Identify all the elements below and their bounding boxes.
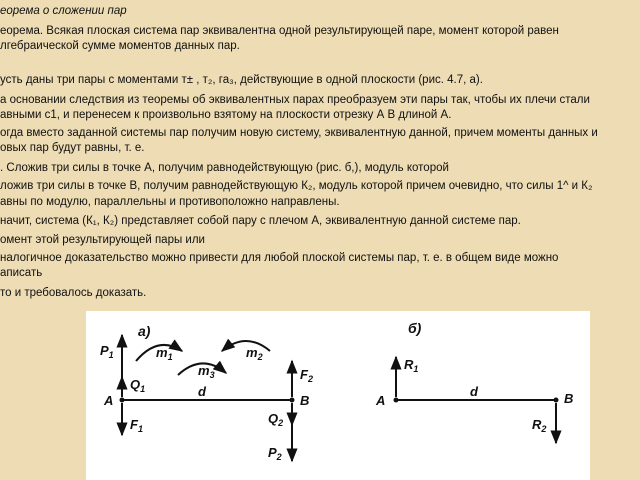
panel-a-label: а) [138,323,151,339]
label-b: B [300,393,310,408]
label-q2: $Q_2$ [268,411,284,428]
point-a-b [394,398,399,403]
text-line: усть даны три пары с моментами т± , т₂, га₃, действующие в одной плоскости (рис. 4.7, а). [0,74,483,86]
panel-a [100,323,313,462]
label-m2: $m_2$ [246,345,263,362]
label-m1: $m_1$ [156,345,173,362]
point-b [290,398,295,403]
label-a: A [104,393,114,408]
text-line: огда вместо заданной системы пар получим новую систему, эквивалентную данной, причем моменты данных и [0,127,598,139]
label-a-b: A [376,393,386,408]
text-line: ложив три силы в точке В, получим равнодействующую К₂, модуль которой причем очевидно, что силы 1^ и К₂ [0,180,593,192]
text-line: . Сложив три силы в точке А, получим равнодействующую (рис. б,), модуль которой [0,162,449,174]
text-line: лгебраической сумме моментов данных пар. [0,40,240,52]
text-line-theorem: еорема. Всякая плоская система пар эквивалентна одной результирующей паре, момент которой равен [0,25,559,37]
text-line: аписать [0,267,43,279]
label-p2: $P_2$ [268,445,282,462]
label-b-b: B [564,391,574,406]
label-q1: $Q_1$ [130,377,146,394]
panel-b-label: б) [408,320,422,336]
text-line: то и требовалось доказать. [0,287,147,299]
label-d: d [198,384,206,399]
text-line: начит, система (К₁, К₂) представляет собой пару с плечом А, эквивалентную данной системе пар. [0,215,521,227]
text-line: авны по модулю, параллельны и противоположно направлены. [0,196,340,208]
label-d-b: d [470,384,478,399]
label-f2: $F_2$ [300,367,313,384]
text-line-title: еорема о сложении пар [0,5,127,17]
point-b-b [554,398,559,403]
panel-b [375,320,573,443]
label-p1: $P_1$ [100,343,114,360]
label-f1: $F_1$ [130,417,143,434]
text-line: омент этой результирующей пары или [0,234,205,246]
label-r1: $R_1$ [404,357,419,374]
text-line: а основании следствия из теоремы об эквивалентных парах преобразуем эти пары так, чтобы их плечи стали [0,94,590,106]
figure-diagram [86,311,590,480]
text-line: овых пар будут равны, т. е. [0,142,145,154]
label-m3: $m_3$ [198,363,215,380]
label-r2: $R_2$ [532,417,547,434]
text-line: авными с1, и перенесем к произвольно взятому на плоскости отрезку А В длиной А. [0,109,452,121]
text-line: налогичное доказательство можно привести для любой плоской системы пар, т. е. в общем виде можно [0,252,559,264]
force-pairs-figure [86,311,590,480]
point-a [120,398,125,403]
